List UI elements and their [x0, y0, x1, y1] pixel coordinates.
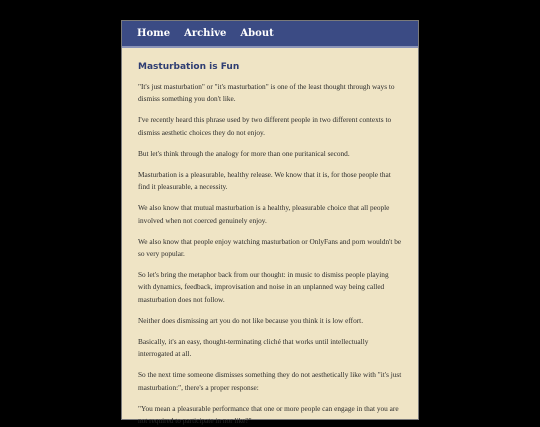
top-nav	[122, 21, 418, 48]
post-paragraph: "It's just masturbation" or "it's masturbation" is one of the least thought through ways to dismiss something you don't like.	[138, 82, 395, 104]
post-paragraph: We also know that people enjoy watching masturbation or OnlyFans and porn wouldn't be so very popular.	[138, 236, 402, 259]
nav-archive-link[interactable]: Archive	[184, 28, 227, 39]
post-paragraph: But let's think through the analogy for more than one puritanical second.	[138, 148, 350, 158]
post-paragraph: So let's bring the metaphor back from our thought: in music to dismiss people playing with dynamics, feedback, improvisation and noise in an unplanned way being called masturbation does not follow.	[138, 270, 389, 304]
post-title: Masturbation is Fun	[138, 62, 240, 72]
post-paragraph: We also know that mutual masturbation is a healthy, pleasurable choice that all people involved when not coerced genuinely enjoy.	[138, 203, 390, 225]
nav-home-link[interactable]: Home	[137, 28, 171, 39]
post-paragraph: I've recently heard this phrase used by two different people in two different contexts to dismiss aesthetic choices they do not enjoy.	[138, 115, 392, 137]
page-container	[121, 20, 419, 426]
post-paragraph: So the next time someone dismisses something they do not aesthetically like with "it's just masturbation:", there's a proper response:	[138, 370, 402, 392]
post-paragraph: Basically, it's an easy, thought-terminating cliché that works until intellectually interrogated at all.	[138, 337, 369, 359]
post-paragraph: Masturbation is a pleasurable, healthy release. We know that it is, for those people that find it pleasurable, a necessity.	[138, 170, 391, 192]
post-paragraph: Neither does dismissing art you do not like because you think it is low effort.	[138, 315, 364, 325]
post-paragraph: "You mean a pleasurable performance that one or more people can engage in that you are not required to participate in nor like?"	[138, 403, 399, 426]
nav-about-link[interactable]: About	[240, 28, 274, 39]
post-content	[122, 48, 418, 427]
